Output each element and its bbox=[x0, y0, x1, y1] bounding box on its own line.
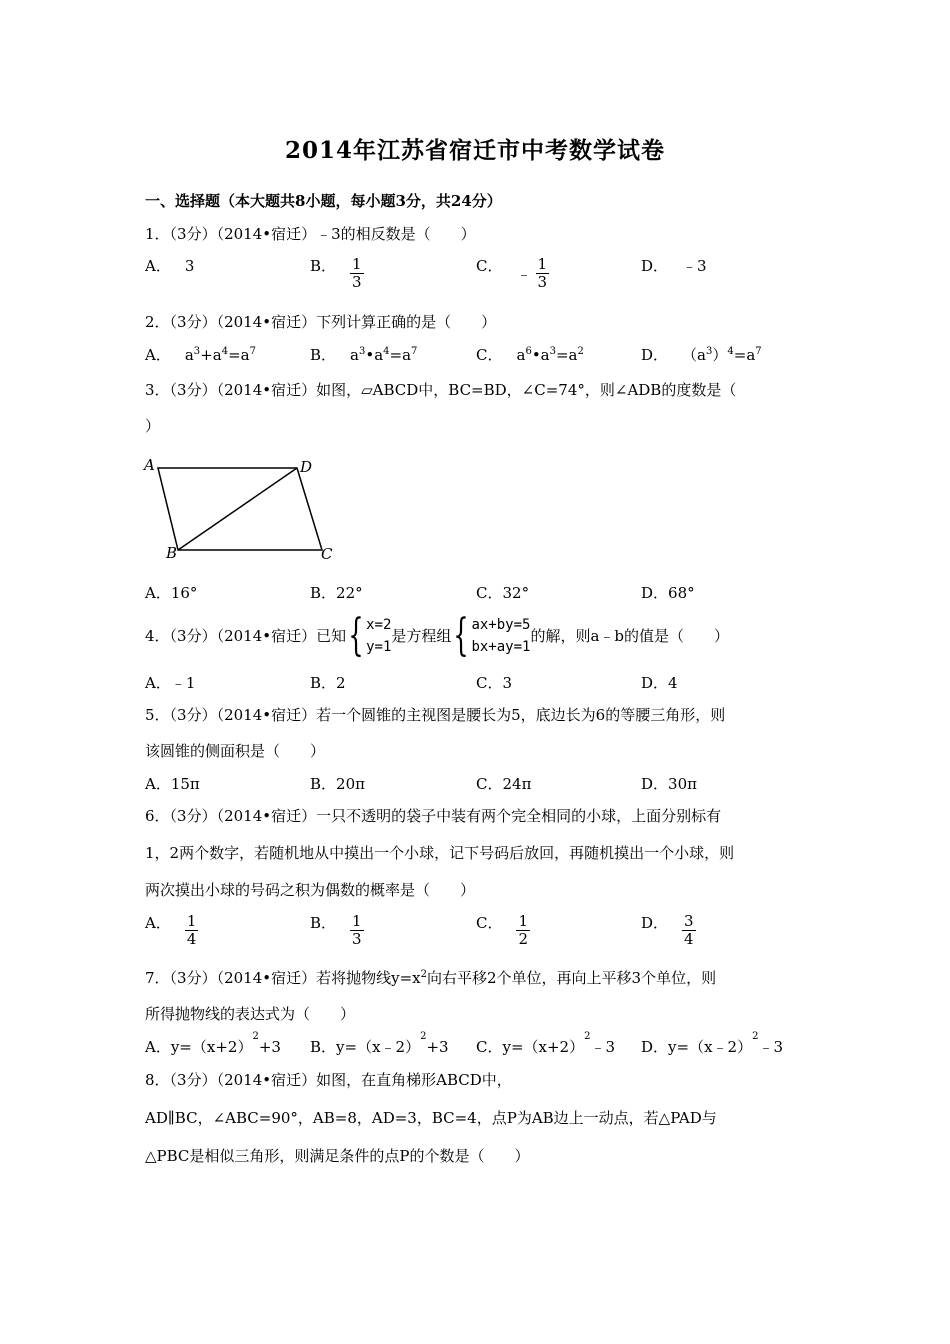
brace-icon: { bbox=[348, 610, 364, 661]
question-6-options bbox=[0, 912, 950, 948]
option-a: A．y=（x+2） 2 +3 bbox=[145, 1031, 281, 1056]
question-2: 2．（3分）（2014•宿迁）下列计算正确的是（ ） bbox=[145, 313, 497, 331]
fraction: $\frac{1}{2}$ bbox=[518, 912, 529, 948]
option-a: A．16° bbox=[145, 584, 198, 602]
option-b: B．20π bbox=[310, 775, 365, 793]
option-d: D．4 bbox=[641, 674, 678, 692]
page-title: 2014年江苏省宿迁市中考数学试卷 bbox=[284, 137, 665, 164]
parallelogram-figure bbox=[140, 455, 340, 565]
option-a: A．15π bbox=[145, 775, 200, 793]
option-c: C．24π bbox=[476, 775, 532, 793]
question-5: 5．（3分）（2014•宿迁）若一个圆锥的主视图是腰长为5，底边长为6的等腰三角形，则 bbox=[145, 706, 726, 724]
question-8-cont: AD∥BC，∠ABC=90°，AB=8，AD=3，BC=4，点P为AB边上一动点，若△PAD与 bbox=[145, 1109, 717, 1127]
question-4: 4．（3分）（2014•宿迁）已知 { x=2 y=1 是方程组 { ax+by=5 bx+ay=1 的解，则a﹣b的值是（ ） bbox=[145, 610, 729, 661]
option-b: B．y=（x﹣2） 2 +3 bbox=[310, 1031, 449, 1056]
option-c: C． $\frac{1}{2}$ bbox=[476, 912, 529, 948]
question-3-cont: ） bbox=[145, 417, 161, 435]
option-b: B． $\frac{1}{3}$ bbox=[310, 255, 362, 291]
diagonal-bd bbox=[178, 468, 297, 550]
option-b: B．22° bbox=[310, 584, 363, 602]
option-c: C．3 bbox=[476, 674, 513, 692]
question-7-cont: 所得抛物线的表达式为（ ） bbox=[145, 1005, 356, 1023]
parallelogram-abcd bbox=[158, 468, 322, 550]
fraction: $\frac{1}{4}$ bbox=[186, 912, 197, 948]
question-6: 6．（3分）（2014•宿迁）一只不透明的袋子中装有两个完全相同的小球，上面分别标有 bbox=[145, 807, 722, 825]
solution-system: { x=2 y=1 bbox=[348, 610, 392, 661]
option-d: D． $(a^3)^4=a^7$ bbox=[641, 346, 762, 364]
vertex-label-b: B bbox=[166, 544, 178, 562]
option-d: D． ﹣3 bbox=[641, 257, 707, 275]
question-7: 7．（3分）（2014•宿迁）若将抛物线$y=x^2$向右平移2个单位，再向上平移3个单位，则 bbox=[145, 969, 717, 987]
option-d: D．30π bbox=[641, 775, 697, 793]
question-3-options bbox=[0, 583, 950, 611]
question-3: 3．（3分）（2014•宿迁）如图，▱ABCD中，BC=BD，∠C=74°，则∠ADB的度数是（ bbox=[145, 381, 737, 399]
question-7-options bbox=[0, 1031, 950, 1065]
option-c: C． ﹣ $\frac{1}{3}$ bbox=[476, 255, 548, 291]
fraction: $\frac{1}{3}$ bbox=[352, 255, 362, 291]
option-d: D．68° bbox=[641, 584, 695, 602]
option-d: D．y=（x﹣2） 2 ﹣3 bbox=[641, 1031, 783, 1056]
question-8: 8．（3分）（2014•宿迁）如图，在直角梯形ABCD中， bbox=[145, 1071, 512, 1089]
option-a: A．﹣1 bbox=[145, 674, 196, 692]
section-heading: 一、选择题（本大题共8小题，每小题3分，共24分） bbox=[145, 192, 502, 210]
option-c: C．y=（x+2） 2 ﹣3 bbox=[476, 1031, 616, 1056]
question-4-options bbox=[0, 673, 950, 701]
option-a: A． 3 bbox=[145, 257, 195, 275]
brace-icon: { bbox=[453, 610, 470, 661]
question-5-cont: 该圆锥的侧面积是（ ） bbox=[145, 742, 326, 760]
option-c: C． $a^6•a^3=a^2$ bbox=[476, 346, 584, 364]
question-1: 1．（3分）（2014•宿迁）﹣3的相反数是（ ） bbox=[145, 225, 476, 243]
equation-system: { ax+by=5 bx+ay=1 bbox=[453, 610, 531, 661]
question-2-options bbox=[0, 345, 950, 373]
option-a: A． $\frac{1}{4}$ bbox=[145, 912, 197, 948]
question-8-cont2: △PBC是相似三角形，则满足条件的点P的个数是（ ） bbox=[145, 1147, 530, 1165]
vertex-label-a: A bbox=[144, 456, 155, 474]
fraction: $\frac{3}{4}$ bbox=[684, 912, 694, 948]
option-d: D． $\frac{3}{4}$ bbox=[641, 912, 694, 948]
question-5-options bbox=[0, 774, 950, 802]
question-1-options bbox=[0, 255, 950, 291]
question-6-cont2: 两次摸出小球的号码之积为偶数的概率是（ ） bbox=[145, 881, 476, 899]
fraction: $\frac{1}{3}$ bbox=[537, 255, 548, 291]
option-a: A． $a^3+a^4=a^7$ bbox=[145, 346, 256, 364]
option-c: C．32° bbox=[476, 584, 530, 602]
question-6-cont: 1，2两个数字，若随机地从中摸出一个小球，记下号码后放回，再随机摸出一个小球，则 bbox=[145, 844, 735, 862]
fraction: $\frac{1}{3}$ bbox=[352, 912, 362, 948]
vertex-label-c: C bbox=[321, 545, 333, 563]
option-b: B． $\frac{1}{3}$ bbox=[310, 912, 362, 948]
option-b: B．2 bbox=[310, 674, 346, 692]
vertex-label-d: D bbox=[300, 458, 313, 476]
option-b: B． $a^3•a^4=a^7$ bbox=[310, 346, 418, 364]
